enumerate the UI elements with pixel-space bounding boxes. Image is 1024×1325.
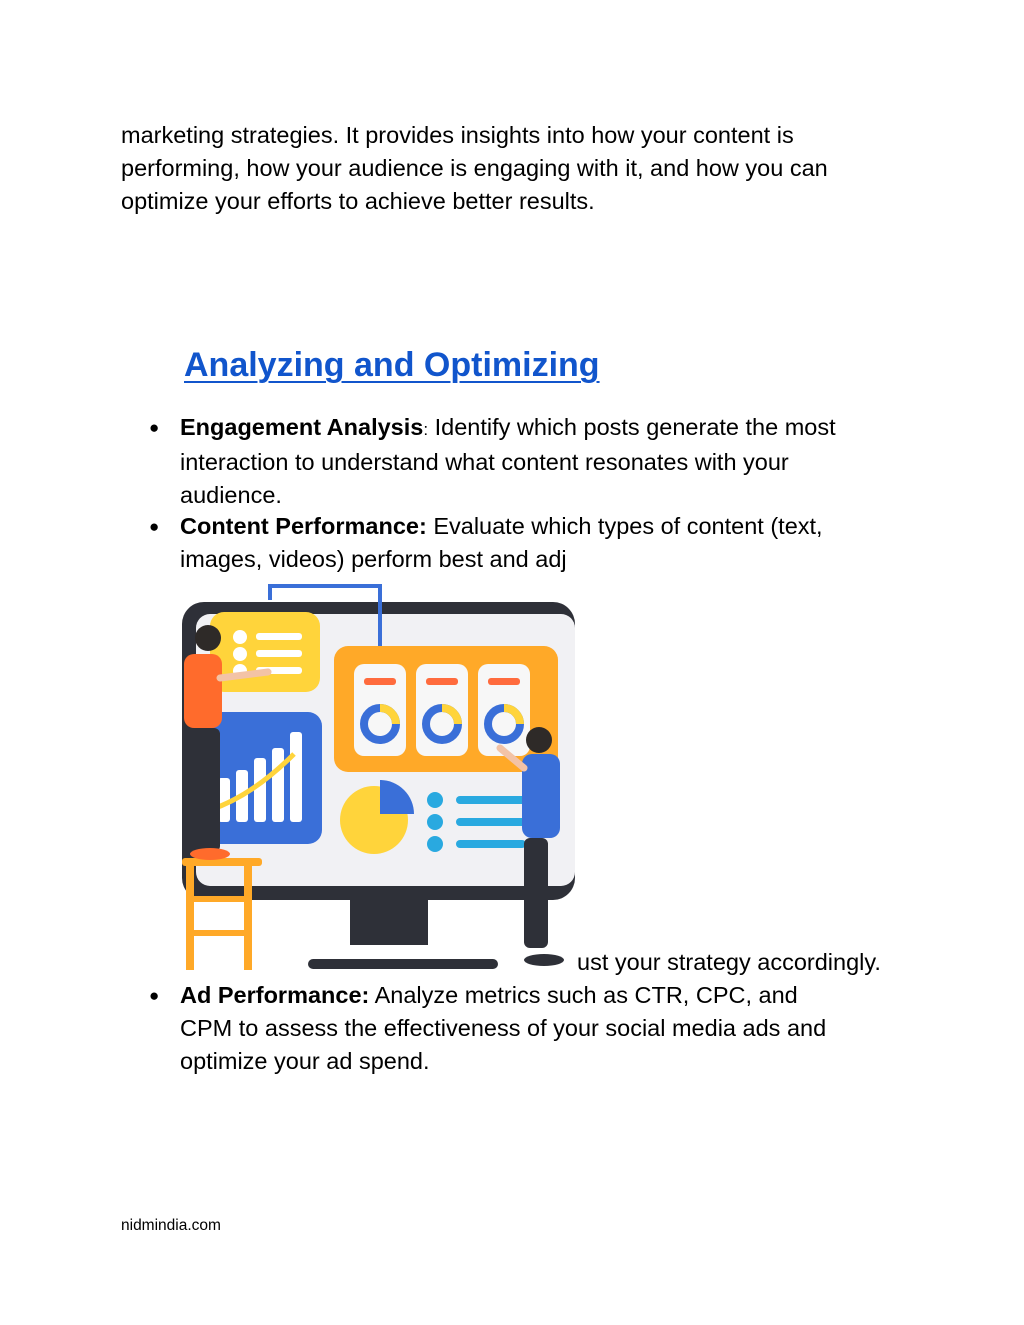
analytics-dashboard-illustration (182, 582, 575, 973)
intro-line-2: performing, how your audience is engaging with it, and how you can (121, 155, 828, 181)
intro-line-3: optimize your efforts to achieve better results. (121, 188, 595, 214)
bullet-dot: ● (149, 517, 160, 536)
donut-card (478, 664, 530, 756)
ad-line-2: CPM to assess the effectiveness of your social media ads and (180, 1015, 827, 1041)
ad-line-3: optimize your ad spend. (180, 1048, 430, 1074)
engagement-colon: : (423, 420, 429, 439)
content-line-1: Evaluate which types of content (text, (426, 513, 823, 539)
engagement-line-1: Identify which posts generate the most (428, 414, 836, 440)
monitor-base (308, 959, 498, 969)
bullet-dot: ● (149, 418, 160, 437)
donut-card (354, 664, 406, 756)
bullet-item-content (149, 510, 910, 576)
bullet-item-engagement (149, 411, 910, 512)
intro-line-1: marketing strategies. It provides insights into how your content is (121, 122, 794, 148)
content-title: Content Performance: (180, 513, 427, 539)
bullet-item-ad (149, 979, 910, 1078)
content-tail-text: ust your strategy accordingly. (577, 949, 881, 975)
section-heading-link[interactable]: Analyzing and Optimizing (184, 346, 600, 384)
donut-card (416, 664, 468, 756)
intro-paragraph (121, 119, 921, 218)
engagement-line-3: audience. (180, 482, 282, 508)
engagement-line-2: interaction to understand what content resonates with your (180, 449, 789, 475)
section-heading (184, 343, 600, 387)
ad-line-1: Analyze metrics such as CTR, CPC, and (369, 982, 798, 1008)
content-line-2: images, videos) perform best and adj (180, 546, 567, 572)
footer-site: nidmindia.com (121, 1217, 221, 1234)
bullet-dot: ● (149, 986, 160, 1005)
ad-title: Ad Performance: (180, 982, 370, 1008)
engagement-title: Engagement Analysis (180, 414, 424, 440)
